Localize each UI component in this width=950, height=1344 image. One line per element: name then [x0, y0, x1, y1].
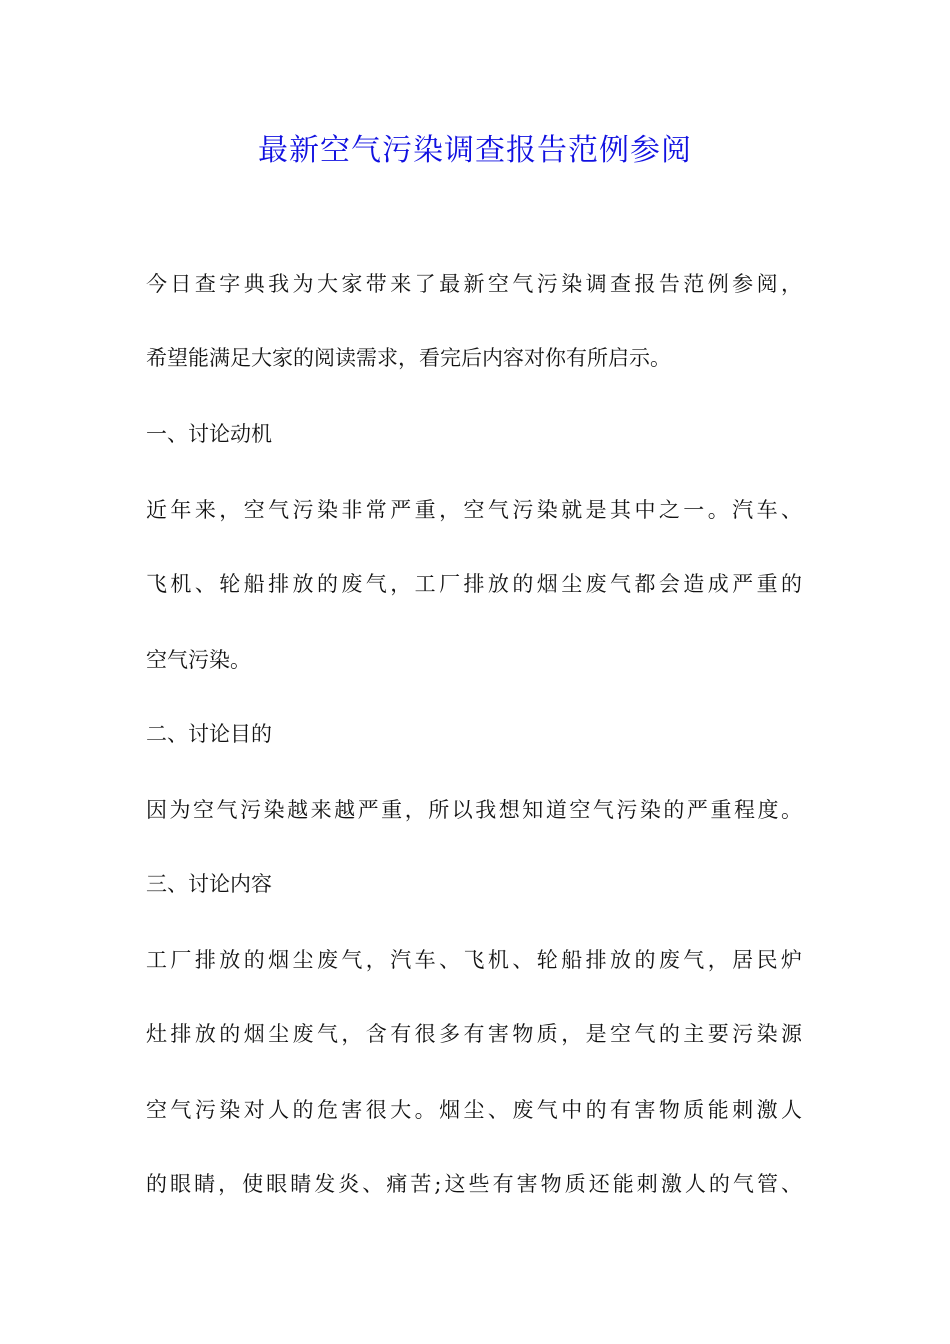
paragraph-line: 的眼睛，使眼睛发炎、痛苦;这些有害物质还能刺激人的气管、: [146, 1172, 802, 1196]
paragraph-line: 飞机、轮船排放的废气，工厂排放的烟尘废气都会造成严重的: [146, 572, 802, 596]
paragraph-line: 空气污染。: [146, 648, 251, 672]
paragraph-line: 工厂排放的烟尘废气，汽车、飞机、轮船排放的废气，居民炉: [146, 948, 802, 972]
paragraph-line: 空气污染对人的危害很大。烟尘、废气中的有害物质能刺激人: [146, 1098, 802, 1122]
paragraph-line: 今日查字典我为大家带来了最新空气污染调查报告范例参阅，: [146, 272, 802, 296]
paragraph-line: 希望能满足大家的阅读需求，看完后内容对你有所启示。: [146, 346, 671, 370]
paragraph-line: 因为空气污染越来越严重，所以我想知道空气污染的严重程度。: [146, 798, 802, 822]
paragraph-line: 灶排放的烟尘废气，含有很多有害物质，是空气的主要污染源: [146, 1022, 802, 1046]
section-heading-content: 三、讨论内容: [146, 872, 272, 896]
document-title: 最新空气污染调查报告范例参阅: [258, 133, 692, 168]
paragraph-line: 近年来，空气污染非常严重，空气污染就是其中之一。汽车、: [146, 498, 802, 522]
section-heading-purpose: 二、讨论目的: [146, 722, 272, 746]
section-heading-motivation: 一、讨论动机: [146, 422, 272, 446]
